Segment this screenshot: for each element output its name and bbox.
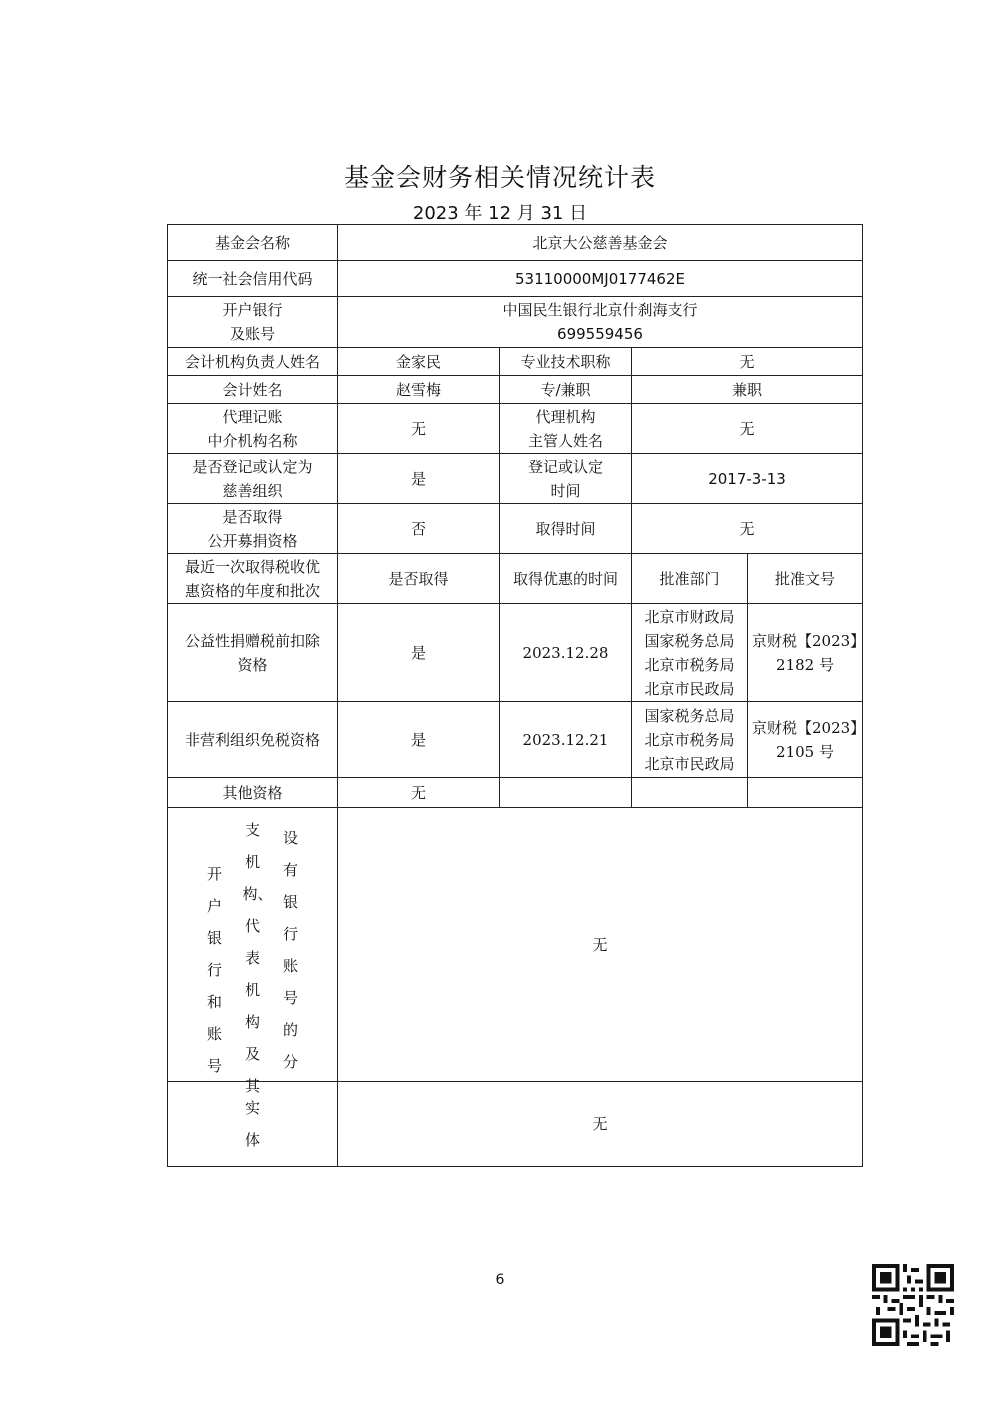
deduct-depts [632,604,748,702]
exempt-doc-line2: 2105 号 [776,742,834,761]
title-label: 专业技术职称 [500,348,632,376]
credit-value: 53110000MJ0177462E [338,261,863,297]
agent-label [168,404,338,454]
tax-label-line2: 惠资格的年度和批次 [184,581,320,600]
exempt-doc [748,702,866,778]
credit-label: 统一社会信用代码 [168,261,338,297]
table-row [168,225,863,261]
bank-account: 699559456 [557,325,643,343]
exempt-doc-line1: 京财税【2023】 [752,718,866,737]
exempt-depts [632,702,748,778]
deduct-doc-line1: 京财税【2023】 [752,631,866,650]
branch-label-col2: 支机构、代表机构及其 [242,820,273,1095]
other-value: 无 [338,778,500,808]
table-row [168,702,863,778]
entity-label-text: 实体 [244,1099,260,1149]
tax-col-time: 取得优惠的时间 [500,554,632,604]
table-row [168,604,863,702]
dept-item: 北京市税务局 [644,730,735,749]
table-row [168,261,863,297]
bank-label [168,297,338,348]
table-row [168,554,863,604]
other-label: 其他资格 [168,778,338,808]
table-row [168,808,863,1082]
acct-head-value: 金家民 [338,348,500,376]
dept-item: 国家税务总局 [644,631,735,650]
deduct-label-line1: 公益性捐赠税前扣除 [184,631,320,650]
fund-time-value: 无 [632,504,863,554]
branch-label-col1: 开户银行和账号 [206,864,222,1075]
branch-label [168,808,338,1095]
reg-time-value: 2017-3-13 [632,454,863,504]
reg-time-label-line2: 时间 [550,481,581,500]
tax-label-line1: 最近一次取得税收优 [184,557,320,576]
agent-head-label-line2: 主管人姓名 [527,431,603,450]
deduct-time: 2023.12.28 [500,604,632,702]
entity-value: 无 [338,1082,863,1167]
table-row [168,376,863,404]
empty-cell [748,778,863,808]
tax-col-doc: 批准文号 [748,554,863,604]
dept-item: 北京市民政局 [644,679,735,698]
agent-head-label-line1: 代理机构 [535,407,596,426]
agent-label-line1: 代理记账 [222,407,283,426]
fund-label [168,504,338,554]
charity-label [168,454,338,504]
accountant-value: 赵雪梅 [338,376,500,404]
deduct-doc [748,604,866,702]
page-number: 6 [495,1272,505,1288]
deduct-doc-line2: 2182 号 [776,655,834,674]
exempt-obtained: 是 [338,702,500,778]
deduct-label-line2: 资格 [237,655,268,674]
reg-time-label-line1: 登记或认定 [527,457,603,476]
empty-cell [632,778,748,808]
tax-label [168,554,338,604]
table-row [168,454,863,504]
fund-label-line1: 是否取得 [222,507,283,526]
bank-label-line2: 及账号 [229,325,275,343]
dept-item: 国家税务总局 [644,706,735,725]
reg-time-label [500,454,632,504]
tax-col-obtained: 是否取得 [338,554,500,604]
deduct-obtained: 是 [338,604,500,702]
bank-value [338,297,863,348]
fund-label-line2: 公开募捐资格 [207,531,298,550]
branch-value: 无 [338,808,863,1082]
name-value: 北京大公慈善基金会 [338,225,863,261]
agent-value: 无 [338,404,500,454]
dept-item: 北京市税务局 [644,655,735,674]
agent-head-value: 无 [632,404,863,454]
fund-value: 否 [338,504,500,554]
table-row [168,504,863,554]
qr-code-icon [872,1264,954,1346]
table-row [168,348,863,376]
entity-label [168,1082,338,1167]
bank-label-line1: 开户银行 [222,301,283,319]
acct-head-label: 会计机构负责人姓名 [168,348,338,376]
exempt-label: 非营利组织免税资格 [168,702,338,778]
charity-value: 是 [338,454,500,504]
dept-item: 北京市财政局 [644,607,735,626]
charity-label-line2: 慈善组织 [222,481,283,500]
name-label: 基金会名称 [168,225,338,261]
fulltime-value: 兼职 [632,376,863,404]
page-title: 基金会财务相关情况统计表 [343,163,656,192]
table-row [168,1082,863,1167]
dept-item: 北京市民政局 [644,754,735,773]
fulltime-label: 专/兼职 [500,376,632,404]
tax-col-dept: 批准部门 [632,554,748,604]
empty-cell [500,778,632,808]
table-row [168,404,863,454]
accountant-label: 会计姓名 [168,376,338,404]
bank-name: 中国民生银行北京什刹海支行 [502,301,698,319]
table-row [168,778,863,808]
title-value: 无 [632,348,863,376]
branch-label-col3: 设有银行账号的分 [282,828,298,1071]
agent-head-label [500,404,632,454]
exempt-time: 2023.12.21 [500,702,632,778]
fund-time-label: 取得时间 [500,504,632,554]
report-date: 2023 年 12 月 31 日 [412,203,588,224]
agent-label-line2: 中介机构名称 [207,431,298,450]
charity-label-line1: 是否登记或认定为 [192,457,313,476]
deduct-label [168,604,338,702]
finance-table [167,224,866,1167]
table-row [168,297,863,348]
